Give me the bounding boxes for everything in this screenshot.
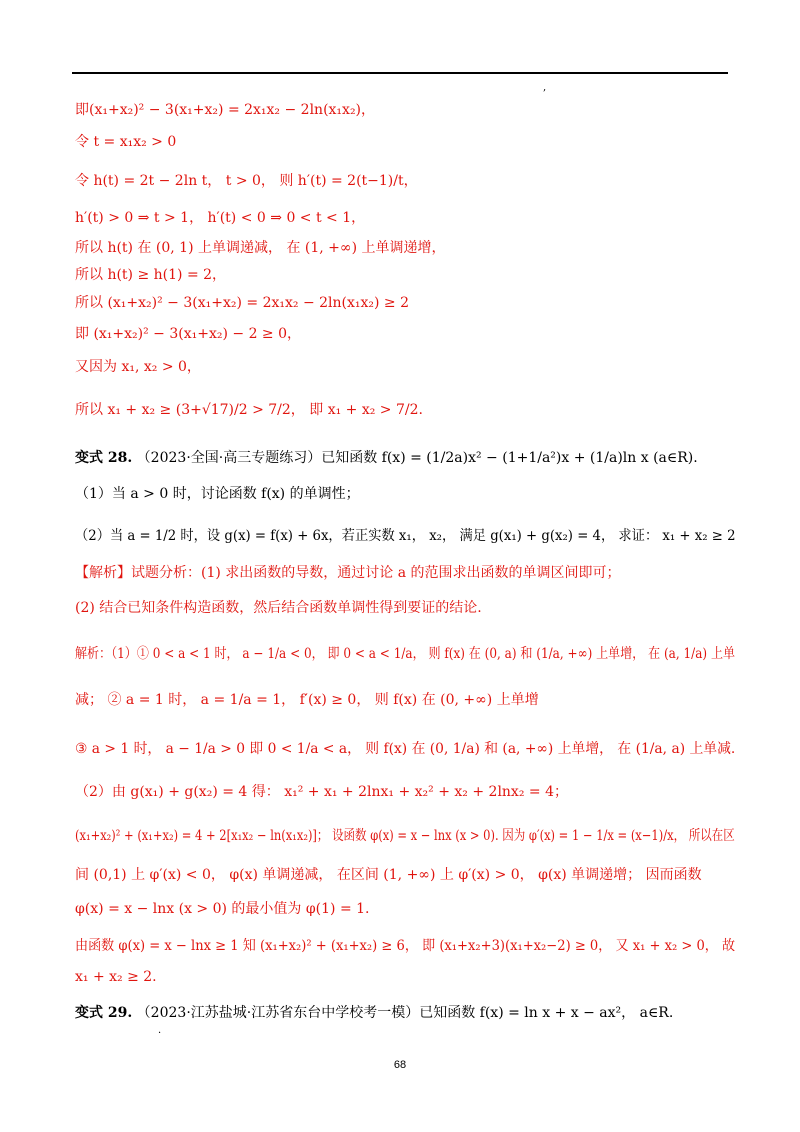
line-0: 即(x₁+x₂)² − 3(x₁+x₂) = 2x₁x₂ − 2ln(x₁x₂)， [75,102,376,118]
line-4: 所以 h(t) 在 (0, 1) 上单调递减， 在 (1, +∞) 上单调递增， [75,240,446,256]
page-number: 68 [393,1059,407,1071]
line-17: ③ a > 1 时， a − 1/a > 0 即 0 < 1/a < a， 则 f(x) 在 (0, 1/a) 和 (a, +∞) 上单增， 在 (1/a, a) 上单减. [75,741,736,757]
line-15: 解析：（1）① 0 < a < 1 时， a − 1/a < 0， 即 0 < a < 1/a， 则 f(x) 在 (0, a) 和 (1/a, +∞) 上单增， 在 (a, 1/a) 上单 [75,646,736,662]
line-16: 减； ② a = 1 时， a = 1/a = 1， f′(x) ≥ 0， 则 f(x) 在 (0, +∞) 上单增 [75,692,539,708]
exercise-text: （2023·江苏盐城·江苏省东台中学校考一模）已知函数 f(x) = ln x + x − ax²， a∈R. [132,1005,674,1021]
line-21: φ(x) = x − lnx (x > 0) 的最小值为 φ(1) = 1. [75,901,370,917]
line-9: 所以 x₁ + x₂ ≥ (3+√17)/2 > 7/2， 即 x₁ + x₂ > 7/2. [75,402,423,418]
exercise-28 [75,450,698,466]
line-6: 所以 (x₁+x₂)² − 3(x₁+x₂) = 2x₁x₂ − 2ln(x₁x₂) ≥ 2 [75,295,410,311]
exercise-label: 变式 29. [75,1005,133,1021]
line-14: (2) 结合已知条件构造函数，然后结合函数单调性得到要证的结论. [75,600,482,616]
header-rule [72,72,728,74]
line-11: （1）当 a > 0 时，讨论函数 f(x) 的单调性； [75,486,360,502]
stray-dot: · [158,1028,162,1039]
stray-mark: , [543,82,547,93]
line-8: 又因为 x₁, x₂ > 0， [75,359,201,375]
line-13: 【解析】试题分析：(1) 求出函数的导数，通过讨论 a 的范围求出函数的单调区间即可； [75,565,621,581]
line-7: 即 (x₁+x₂)² − 3(x₁+x₂) − 2 ≥ 0， [75,326,302,342]
line-1: 令 t = x₁x₂ > 0 [75,134,177,150]
line-18: （2）由 g(x₁) + g(x₂) = 4 得： x₁² + x₁ + 2lnx₁ + x₂² + x₂ + 2lnx₂ = 4； [75,784,568,800]
line-23: x₁ + x₂ ≥ 2. [75,969,157,985]
exercise-text: （2023·全国·高三专题练习）已知函数 f(x) = (1/2a)x² − (1+1/a²)x + (1/a)ln x (a∈R). [132,450,698,466]
line-22: 由函数 φ(x) = x − lnx ≥ 1 知 (x₁+x₂)² + (x₁+x₂) ≥ 6， 即 (x₁+x₂+3)(x₁+x₂−2) ≥ 0， 又 x₁ + x₂ > 0， 故 [75,938,736,954]
line-19: (x₁+x₂)² + (x₁+x₂) = 4 + 2[x₁x₂ − ln(x₁x₂)]； 设函数 φ(x) = x − lnx (x > 0). 因为 φ′(x) = 1 − 1/x = (x−1)/x， 所以在区 [75,828,735,844]
line-24 [75,1004,673,1022]
line-10 [75,449,698,467]
line-5: 所以 h(t) ≥ h(1) = 2， [75,267,227,283]
line-12: （2）当 a = 1/2 时，设 g(x) = f(x) + 6x，若正实数 x₁， x₂， 满足 g(x₁) + g(x₂) = 4， 求证： x₁ + x₂ ≥ 2 [75,528,736,544]
exercise-label: 变式 28. [75,450,133,466]
line-3: h′(t) > 0 ⇒ t > 1， h′(t) < 0 ⇒ 0 < t < 1， [75,210,366,226]
line-20: 间 (0,1) 上 φ′(x) < 0， φ(x) 单调递减， 在区间 (1, +∞) 上 φ′(x) > 0， φ(x) 单调递增； 因而函数 [75,867,702,883]
line-2: 令 h(t) = 2t − 2ln t， t > 0， 则 h′(t) = 2(t−1)/t， [75,173,418,189]
